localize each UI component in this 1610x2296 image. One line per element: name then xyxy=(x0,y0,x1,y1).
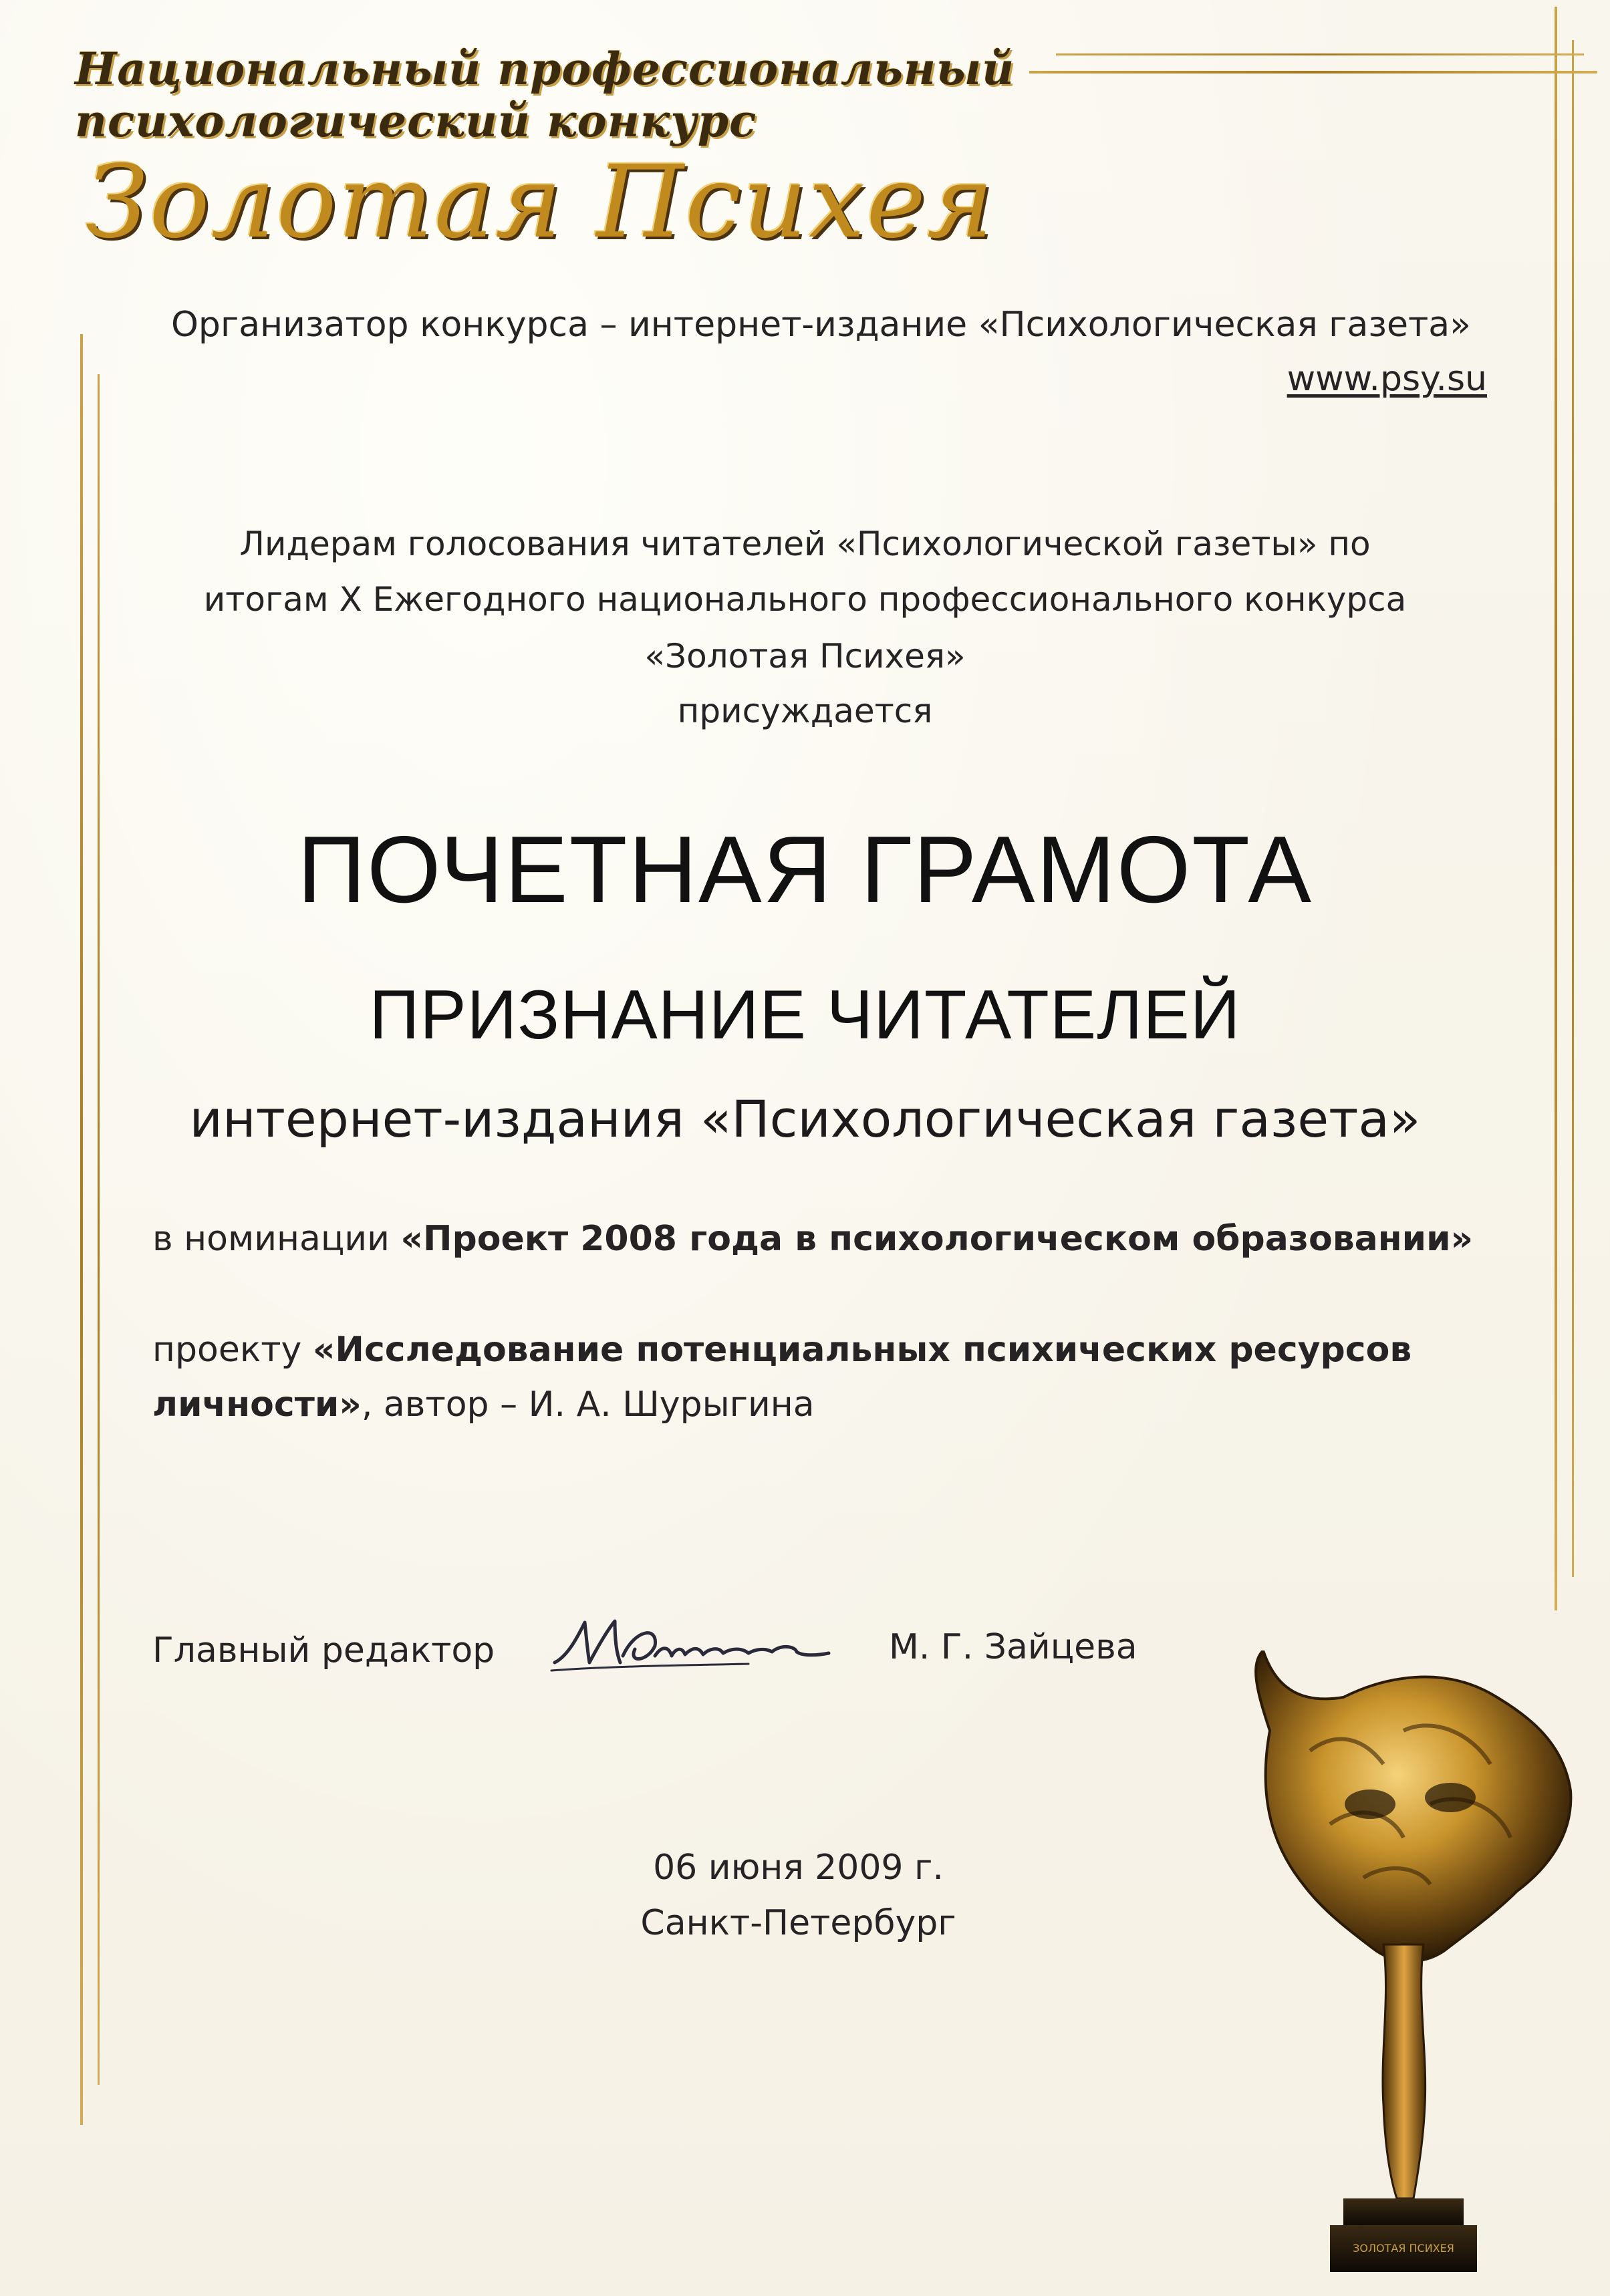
award-publication: интернет-издания «Психологическая газета» xyxy=(189,1089,1421,1149)
contest-line-1: Национальный профессиональный xyxy=(75,43,1015,95)
intro-line-4: присуждается xyxy=(677,692,933,730)
signature-image xyxy=(548,1609,869,1683)
award-date: 06 июня 2009 г. xyxy=(653,1848,944,1888)
statuette-plaque: ЗОЛОТАЯ ПСИХЕЯ xyxy=(1353,2242,1454,2255)
nomination-prefix: в номинации xyxy=(152,1219,390,1259)
contest-name-logo: Золотая Психея xyxy=(86,144,995,261)
award-subtitle: ПРИЗНАНИЕ ЧИТАТЕЛЕЙ xyxy=(369,976,1241,1054)
website-link[interactable]: www.psy.su xyxy=(1287,359,1487,399)
project-prefix: проекту xyxy=(152,1330,302,1370)
intro-line-3: «Золотая Психея» xyxy=(644,637,966,676)
project-line-1 xyxy=(152,1330,1412,1370)
project-author: , автор – И. А. Шурыгина xyxy=(361,1385,815,1425)
intro-line-1: Лидерам голосования читателей «Психологической газеты» по xyxy=(239,525,1371,563)
statuette-image xyxy=(1230,1651,1577,2279)
signatory-name: М. Г. Зайцева xyxy=(889,1627,1137,1667)
organizer-text: Организатор конкурса – интернет-издание «Психологическая газета» xyxy=(171,305,1471,345)
award-title: ПОЧЕТНАЯ ГРАМОТА xyxy=(297,817,1313,923)
award-city: Санкт-Петербург xyxy=(640,1903,956,1943)
project-title-part2: личности» xyxy=(152,1385,362,1425)
nomination-line xyxy=(152,1219,1473,1259)
contest-line-2: психологический конкурс xyxy=(75,95,757,147)
project-title-part1: «Исследование потенциальных психических ресурсов xyxy=(312,1330,1412,1370)
project-line-2 xyxy=(152,1385,815,1425)
signatory-role: Главный редактор xyxy=(152,1630,495,1671)
nomination-name: «Проект 2008 года в психологическом образовании» xyxy=(400,1219,1474,1259)
intro-line-2: итогам Х Ежегодного национального профессионального конкурса xyxy=(203,580,1407,619)
